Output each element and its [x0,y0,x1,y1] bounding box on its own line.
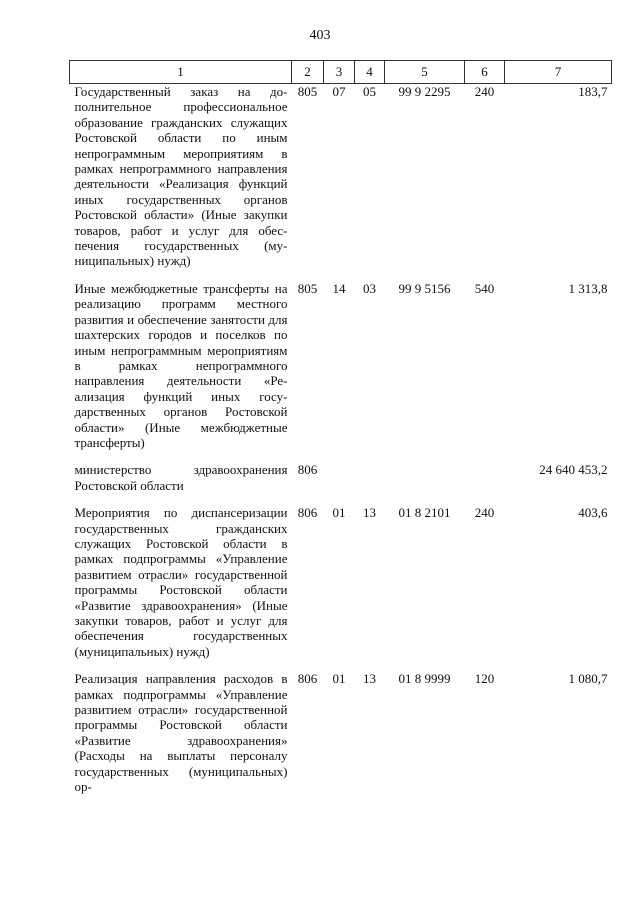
column-header: 6 [465,61,505,84]
table-row [70,505,612,671]
row-subsection-code [355,462,385,505]
row-section-code: 14 [332,280,346,296]
row-subsection-code: 03 [363,280,376,296]
row-ministry-code: 805 [297,280,318,296]
row-target-code: 99 9 2295 [398,84,451,99]
row-ministry-code: 806 [297,462,318,478]
row-subsection-code: 05 [363,84,376,99]
row-description: Государственный заказ на дополнительное профессиональное образование гражданских служащих Ростовской области по иным непрограммным мероприятиям в рамках непрограммного направления деятельности «Реализация функций иных государственных органов Ростовской области» (Иные закупки товаров, работ и услуг для обеспечения государственных (муниципальных) нужд) [74,84,288,269]
row-target-code: 99 9 5156 [398,280,451,296]
row-description: Реализация направления расходов в рамках подпрограммы «Управление развитием отрасли» государственной программы Ростовской области «Развитие здравоохранения» (Расходы на выплаты персоналу государственных (муниципальных) ор- [74,671,288,795]
row-section-code: 01 [332,505,346,521]
table-body [70,84,612,795]
row-section-code: 01 [332,671,346,687]
table-row [70,281,612,462]
row-expense-type: 240 [474,84,495,99]
row-ministry-code: 806 [297,671,318,687]
row-target-code: 01 8 9999 [398,671,451,687]
row-section-code: 07 [332,84,346,99]
row-expense-type: 540 [474,280,495,296]
row-target-code [385,462,465,505]
row-expense-type: 120 [474,671,495,687]
row-ministry-code: 806 [297,505,318,521]
row-amount: 1 080,7 [568,671,608,687]
row-ministry-code: 805 [297,84,318,99]
row-description: Иные межбюджетные трансферты на реализацию программ местного развития и обеспечение занятости для шахтерских городов и поселков по иным непрограммным мероприятиям в рамках непрограммного направления деятельности «Реализация функций иных государственных органов Ростовской области» (Иные межбюджетные трансферты) [74,280,288,450]
header-row [70,61,612,84]
row-expense-type [465,462,505,505]
row-amount: 403,6 [578,505,608,521]
table-row [70,671,612,794]
row-expense-type: 240 [474,505,495,521]
table-row [70,462,612,505]
row-description: министерство здравоохранения Ростовской области [74,462,288,493]
column-header: 5 [385,61,465,84]
budget-table [69,60,612,794]
row-subsection-code: 13 [363,671,376,687]
column-header: 1 [70,61,292,84]
row-description: Мероприятия по диспансеризации государственных гражданских служащих Ростовской области в рамках подпрограммы «Управление развитием отрасли» государственной программы Ростовской области «Развитие здравоохранения» (Иные закупки товаров, работ и услуг для обеспечения государственных (муниципальных) нужд) [74,505,288,659]
table-header [70,61,612,84]
row-subsection-code: 13 [363,505,376,521]
column-header: 3 [324,61,355,84]
row-amount: 183,7 [578,84,608,99]
column-header: 2 [292,61,324,84]
table-row [70,84,612,281]
row-amount: 24 640 453,2 [539,462,608,478]
column-header: 4 [355,61,385,84]
column-header: 7 [505,61,612,84]
row-section-code [324,462,355,505]
page-number: 403 [309,28,331,43]
row-amount: 1 313,8 [568,280,608,296]
row-target-code: 01 8 2101 [398,505,451,521]
